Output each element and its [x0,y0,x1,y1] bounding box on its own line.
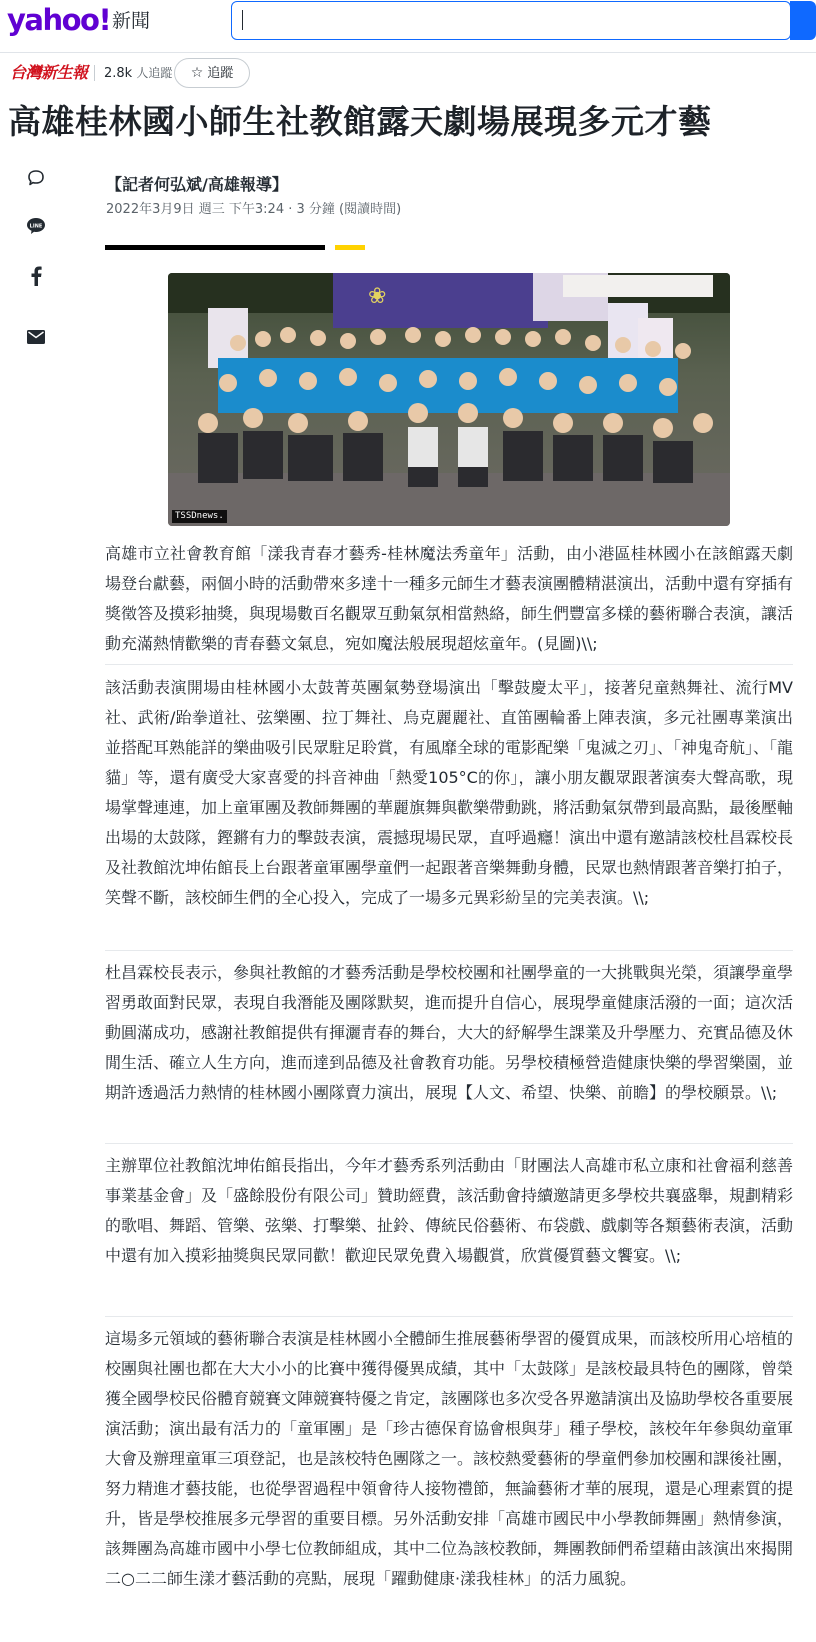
accent-bar-black [105,245,325,250]
article-photo[interactable] [168,273,730,526]
paragraph-divider [105,1316,793,1317]
article-paragraph: 杜昌霖校長表示，參與社教館的才藝秀活動是學校校團和社團學童的一大挑戰與光榮，須讓學童學習勇敢面對民眾，表現自我潛能及團隊默契，進而提升自信心，展現學童健康活潑的一面；這次活動圓滿成功，感謝社教館提供有揮灑青春的舞台，大大的紓解學生課業及升學壓力、充實品德及休閒生活、確立人生方向，進而達到品德及社會教育功能。另學校積極營造健康快樂的學習樂園，並期許透過活力熱情的桂林國小團隊賣力演出，展現【人文、希望、快樂、前瞻】的學校願景。\\; [105,963,794,1102]
paragraph-divider [105,664,793,665]
facebook-icon[interactable] [22,262,50,290]
publisher-divider [94,65,95,81]
comment-icon[interactable] [22,164,50,192]
follower-number: 2.8k [104,66,133,81]
article-paragraph: 高雄市立社會教育館「漾我青春才藝秀-桂林魔法秀童年」活動，由小港區桂林國小在該館露天劇場登台獻藝，兩個小時的活動帶來多達十一種多元師生才藝表演團體精湛演出，活動中還有穿插有獎徵答及摸彩抽獎，與現場數百名觀眾互動氣氛相當熱絡，師生們豐富多樣的藝術聯合表演，讓活動充滿熱情歡樂的青春藝文氣息，宛如魔法般展現超炫童年。(見圖)\\; [105,544,794,653]
article-paragraph: 主辦單位社教館沈坤佑館長指出，今年才藝秀系列活動由「財團法人高雄市私立康和社會福利慈善事業基金會」及「盛餘股份有限公司」贊助經費，該活動會持續邀請更多學校共襄盛舉，規劃精彩的歌唱、舞蹈、管樂、弦樂、打擊樂、扯鈴、傳統民俗藝術、布袋戲、戲劇等各類藝術表演，活動中還有加入摸彩抽獎與民眾同歡！歡迎民眾免費入場觀賞，欣賞優質藝文饗宴。\\; [105,1156,794,1265]
search-button[interactable] [790,1,816,40]
header-divider [0,52,816,53]
star-outline-icon: ☆ [190,65,204,81]
follower-count [104,63,172,84]
accent-bar-yellow [335,245,365,250]
publisher-logo[interactable]: 台灣新生報 [10,63,88,82]
article-title: 高雄桂林國小師生社教館露天劇場展現多元才藝 [8,102,712,141]
top-bar [0,0,816,44]
paragraph-divider [105,950,793,951]
follow-button[interactable] [174,58,250,88]
svg-text:❀: ❀ [368,284,387,309]
article-paragraph: 該活動表演開場由桂林國小太鼓菁英團氣勢登場演出「擊鼓慶太平」，接著兒童熱舞社、流行MV社、武術/跆拳道社、弦樂團、拉丁舞社、烏克麗麗社、直笛團輪番上陣表演，多元社團專業演出並搭配耳熟能詳的樂曲吸引民眾駐足聆賞，有風靡全球的電影配樂「鬼滅之刃」、「神鬼奇航」、「龍貓」等，還有廣受大家喜愛的抖音神曲「熱愛105°C的你」，讓小朋友觀眾跟著演奏大聲高歌，現場掌聲連連，加上童軍團及教師舞團的華麗旗舞與歡樂帶動跳，將活動氣氛帶到最高點，最後壓軸出場的太鼓隊，鏗鏘有力的擊鼓表演，震撼現場民眾，直呼過癮！演出中還有邀請該校杜昌霖校長及社教館沈坤佑館長上台跟著童軍團學童們一起跟著音樂舞動身體，民眾也熱情跟著音樂打拍子，笑聲不斷，該校師生們的全心投入，完成了一場多元異彩紛呈的完美表演。\\; [105,678,794,907]
meta-separator: · [288,202,297,217]
photo-watermark: TSSDnews. [172,510,227,523]
article-meta [106,200,401,220]
follower-unit: 人追蹤 [136,66,173,80]
publish-date: 2022年3月9日 週三 下午3:24 [106,202,285,217]
read-time: 3 分鐘 (閱讀時間) [296,202,402,217]
mail-icon[interactable] [22,323,50,351]
paragraph-divider [105,1143,793,1144]
search-input[interactable] [231,1,791,40]
follow-label: 追蹤 [207,66,234,81]
article-byline: 【記者何弘斌/高雄報導】 [106,175,288,194]
svg-text:LINE: LINE [29,223,43,230]
news-section-label[interactable]: 新聞 [112,10,151,32]
article-paragraph: 這場多元領域的藝術聯合表演是桂林國小全體師生推展藝術學習的優質成果，而該校所用心培植的校團與社團也都在大大小小的比賽中獲得優異成績，其中「太鼓隊」是該校最具特色的團隊，曾榮獲全國學校民俗體育競賽文陣競賽特優之肯定，該團隊也多次受各界邀請演出及協助學校各重要展演活動；演出最有活力的「童軍團」是「珍古德保育協會根與芽」種子學校，該校年年參與幼童軍大會及辦理童軍三項登記，也是該校特色團隊之一。該校熱愛藝術的學童們參加校團和課後社團，努力精進才藝技能，也從學習過程中領會待人接物禮節，無論藝術才華的展現，還是心理素質的提升，皆是學校推展多元學習的重要目標。另外活動安排「高雄市國民中小學教師舞團」熱情參演，該舞團為高雄市國中小學七位教師組成，其中二位為該校教師，舞團教師們希望藉由該演出來揭開二○二二師生漾才藝活動的亮點，展現「躍動健康·漾我桂林」的活力風貌。 [105,1329,794,1588]
text-caret [242,10,243,30]
yahoo-logo[interactable]: yahoo! [7,3,111,37]
line-icon[interactable] [22,212,50,240]
